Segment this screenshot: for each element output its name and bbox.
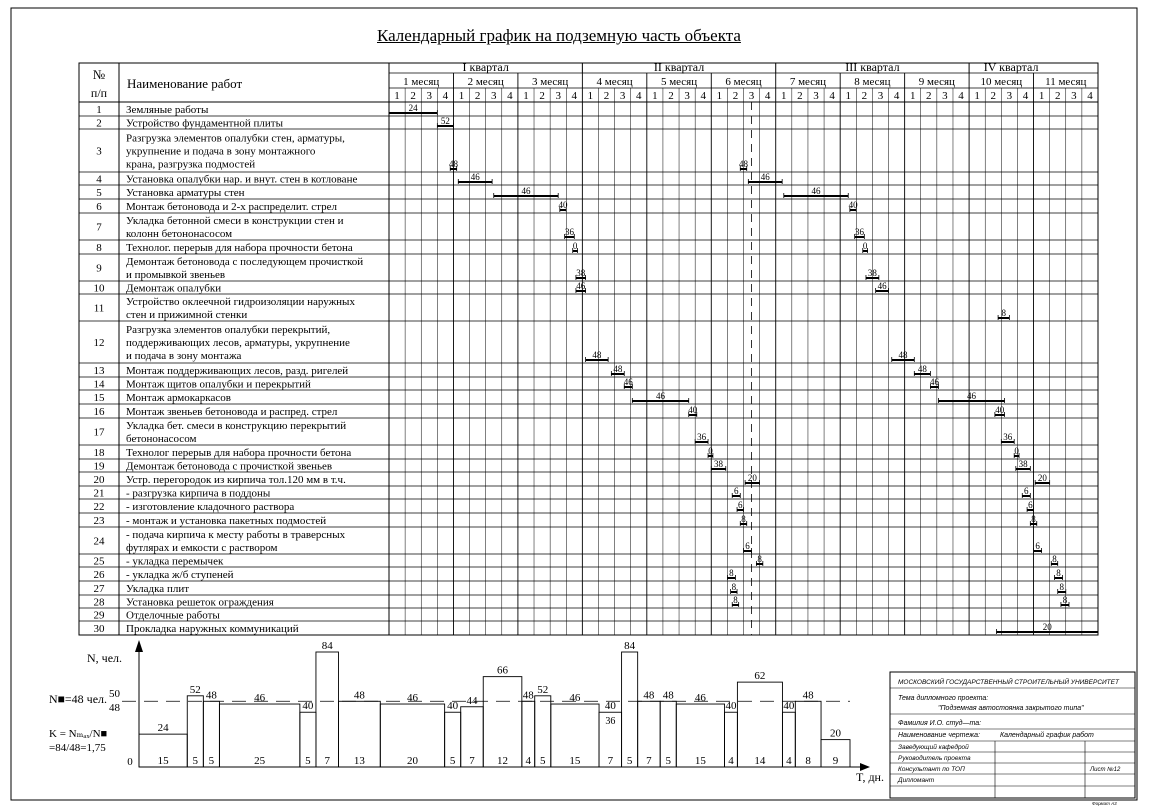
- week-label: 2: [474, 90, 481, 102]
- gantt-bar-label: 6: [1024, 486, 1029, 496]
- step-days-label: 15: [569, 755, 581, 767]
- step-days-label: 5: [208, 755, 215, 767]
- stamp-author: Фамилия И.О. студ—та:: [898, 720, 982, 727]
- row-number: 20: [93, 474, 105, 486]
- schedule-table: [79, 60, 1098, 635]
- quarter-label: IV квартал: [983, 60, 1039, 74]
- gantt-bar-label: 8: [1062, 595, 1068, 605]
- gantt-bar-label: 36: [855, 227, 865, 237]
- step-days-label: 7: [646, 755, 652, 767]
- row-number: 6: [96, 201, 102, 213]
- week-label: 1: [587, 90, 594, 102]
- row-number: 15: [93, 392, 105, 404]
- gantt-bar-label: 24: [408, 103, 418, 113]
- step-days-label: 5: [665, 755, 671, 767]
- gantt-bar-label: 38: [1018, 459, 1028, 469]
- work-name: - разгрузка кирпича в поддоны: [126, 487, 271, 500]
- step-days-label: 7: [324, 755, 330, 767]
- gantt-bar-label: 6: [745, 541, 750, 551]
- gantt-bar-label: 0: [862, 241, 868, 251]
- week-label: 4: [700, 90, 706, 102]
- gantt-bar-label: 8: [1052, 554, 1057, 564]
- stamp-drawing-label: Наименование чертежа:: [898, 732, 980, 739]
- quarter-label: II квартал: [653, 60, 705, 74]
- work-name: Монтаж поддерживающих лесов, разд. ригелей: [126, 365, 349, 377]
- quarter-label: I квартал: [462, 60, 509, 74]
- gantt-bar-label: 6: [738, 500, 743, 510]
- gantt-bar-label: 36: [697, 432, 707, 442]
- month-label: 8 месяц: [854, 76, 891, 88]
- row-number: 14: [93, 378, 105, 391]
- gantt-bar-label: 46: [656, 391, 666, 401]
- stamp-head: Заведующий кафедрой: [898, 744, 969, 751]
- week-label: 1: [394, 90, 400, 102]
- work-name: Технолог. перерыв для набора прочности бетона: [126, 242, 353, 254]
- week-label: 1: [845, 90, 851, 102]
- step-days-label: 7: [607, 755, 614, 767]
- row-number: 23: [93, 515, 105, 527]
- step-workers-label: 20: [830, 727, 842, 740]
- origin-label: 0: [127, 756, 133, 768]
- step-days-label: 7: [469, 755, 475, 767]
- week-label: 1: [523, 90, 529, 102]
- gantt-bar-label: 6: [733, 486, 739, 496]
- week-label: 4: [1022, 90, 1029, 102]
- work-name: - укладка перемычек: [126, 555, 224, 568]
- week-label: 2: [797, 90, 803, 102]
- step-workers-label: 46: [569, 692, 581, 705]
- gantt-bar-label: 48: [898, 350, 908, 360]
- gantt-bar-label: 48: [917, 364, 927, 374]
- week-label: 3: [426, 90, 433, 102]
- work-name: Демонтаж бетоновода с последующем прочисткой: [126, 256, 364, 268]
- week-label: 4: [764, 90, 771, 102]
- row-number: 22: [93, 501, 105, 513]
- gantt-bar-label: 48: [448, 159, 458, 169]
- week-label: 3: [684, 90, 690, 102]
- week-label: 3: [942, 90, 948, 102]
- week-label: 3: [877, 90, 884, 102]
- week-label: 4: [571, 90, 578, 102]
- gantt-bar-label: 20: [747, 473, 757, 483]
- work-name: Укладка бетонной смеси в конструкции стен и: [126, 215, 344, 227]
- week-label: 4: [636, 90, 642, 102]
- step-workers-label: 48: [353, 689, 365, 702]
- work-name: Демонтаж опалубки: [126, 282, 222, 295]
- week-label: 2: [1054, 90, 1061, 102]
- histogram-step: [316, 652, 339, 767]
- step-workers-label: 40: [447, 700, 459, 713]
- step-workers-label: 40: [302, 700, 314, 713]
- month-label: 2 месяц: [467, 76, 504, 88]
- row-number: 4: [96, 173, 102, 186]
- gantt-bar-label: 0: [708, 446, 713, 456]
- gantt-bar-label: 8: [729, 568, 734, 578]
- header-number: №: [92, 67, 106, 82]
- work-name: поддерживающих лесов, арматуры, укрупнение: [126, 337, 350, 349]
- week-label: 4: [893, 90, 900, 102]
- week-label: 1: [909, 90, 916, 102]
- month-label: 3 месяц: [532, 76, 569, 88]
- work-name: Отделочные работы: [126, 609, 220, 622]
- step-workers-label: 62: [754, 670, 766, 683]
- work-name: стен и прижимной стенки: [126, 309, 248, 321]
- average-workers-label: N■=48 чел.: [49, 692, 108, 706]
- week-label: 4: [829, 90, 835, 102]
- step-days-label: 5: [305, 755, 311, 767]
- stamp-graduate: Дипломант: [898, 777, 935, 784]
- week-label: 3: [490, 90, 497, 102]
- step-days-label: 5: [192, 755, 199, 767]
- row-number: 10: [93, 282, 105, 295]
- gantt-bar-label: 20: [1037, 473, 1047, 483]
- gantt-bar-label: 8: [1056, 568, 1061, 578]
- stamp-supervisor: Руководитель проекта: [898, 755, 971, 762]
- step-days-label: 12: [497, 755, 509, 767]
- gantt-bar-label: 38: [867, 268, 877, 278]
- step-workers-label: 46: [694, 692, 706, 705]
- step-workers-label: 66: [497, 664, 509, 677]
- step-workers-label: 24: [157, 722, 169, 735]
- week-label: 1: [974, 90, 980, 102]
- x-axis-label: T, дн.: [856, 770, 884, 784]
- step-days-label: 5: [449, 755, 456, 767]
- step-days-label: 15: [694, 755, 706, 767]
- step-workers-label: 48: [802, 689, 814, 702]
- month-label: 1 месяц: [403, 76, 440, 88]
- step-days-label: 13: [353, 755, 365, 767]
- stamp-university: МОСКОВСКИЙ ГОСУДАРСТВЕННЫЙ СТРОИТЕЛЬНЫЙ УНИВЕРСИТЕТ: [898, 679, 1119, 686]
- work-name: Установка арматуры стен: [126, 187, 245, 199]
- work-name: колонн бетононасосом: [126, 228, 233, 240]
- week-label: 2: [668, 90, 674, 102]
- month-label: 6 месяц: [725, 76, 762, 88]
- row-number: 29: [93, 609, 105, 622]
- row-number: 1: [96, 104, 102, 116]
- gantt-bar-label: 8: [731, 582, 737, 592]
- week-label: 2: [732, 90, 739, 102]
- gantt-bar-label: 20: [1042, 622, 1052, 632]
- step-days-label: 25: [254, 755, 266, 767]
- step-workers-label: 40: [725, 700, 737, 713]
- gantt-bar-label: 40: [558, 200, 568, 210]
- week-label: 2: [603, 90, 610, 102]
- header-number: п/п: [90, 86, 108, 100]
- step-workers-alt-label: 36: [605, 716, 616, 728]
- month-label: 9 месяц: [918, 76, 955, 88]
- step-workers-label: 52: [189, 683, 201, 696]
- y-tick-label: 50: [109, 688, 120, 700]
- week-label: 1: [458, 90, 465, 102]
- row-number: 24: [93, 535, 105, 548]
- step-workers-label: 84: [321, 640, 333, 652]
- week-label: 1: [1038, 90, 1045, 102]
- gantt-bar-label: 8: [1059, 582, 1064, 592]
- row-number: 19: [93, 460, 105, 473]
- gantt-bar-label: 36: [1003, 432, 1013, 442]
- stamp-drawing-value: Календарный график работ: [1000, 732, 1094, 739]
- histogram-step: [622, 652, 638, 767]
- work-name: Укладка бет. смеси в конструкцию перекрытий: [126, 420, 347, 432]
- step-workers-label: 48: [205, 689, 217, 702]
- gantt-bar-label: 8: [733, 595, 738, 605]
- k-formula: K = Nₘₐₓ/N■: [49, 728, 108, 740]
- row-number: 8: [96, 242, 102, 254]
- gantt-bar-label: 46: [929, 377, 939, 387]
- work-name: Установка решеток ограждения: [126, 596, 274, 609]
- step-days-label: 15: [157, 755, 169, 767]
- month-label: 11 месяц: [1045, 76, 1087, 88]
- row-number: 12: [93, 337, 105, 349]
- stamp-consultant: Консультант по ТОП: [898, 766, 965, 773]
- step-days-label: 5: [626, 755, 633, 767]
- work-name: Монтаж бетоновода и 2-х распределит. стрел: [126, 201, 337, 213]
- row-number: 26: [93, 569, 105, 581]
- step-days-label: 14: [754, 755, 766, 767]
- gantt-bar-label: 0: [572, 241, 578, 251]
- step-workers-label: 46: [406, 692, 418, 705]
- work-name: - изготовление кладочного раствора: [126, 501, 295, 513]
- work-name: Укладка плит: [126, 583, 190, 595]
- week-label: 4: [442, 90, 449, 102]
- work-name: Монтаж звеньев бетоновода и распред. стрел: [126, 406, 338, 418]
- month-label: 5 месяц: [660, 76, 698, 88]
- week-label: 4: [958, 90, 964, 102]
- week-label: 4: [1087, 90, 1093, 102]
- work-name: и подача в зону монтажа: [126, 350, 242, 362]
- step-workers-label: 46: [254, 692, 266, 705]
- stamp-theme-value: "Подземная автостоянка закрытого типа": [938, 705, 1084, 712]
- gantt-bar-label: 40: [848, 200, 858, 210]
- week-label: 3: [1006, 90, 1013, 102]
- work-name: Устройство фундаментной плиты: [126, 117, 283, 130]
- gantt-bar-label: 8: [1031, 514, 1036, 524]
- gantt-bar-label: 48: [592, 350, 602, 360]
- row-number: 5: [96, 187, 102, 199]
- row-number: 11: [93, 302, 105, 315]
- week-label: 2: [926, 90, 932, 102]
- week-label: 3: [1071, 90, 1077, 102]
- row-number: 25: [93, 555, 105, 568]
- quarter-label: III квартал: [845, 60, 900, 74]
- work-name: Устр. перегородок из кирпича тол.120 мм в т.ч.: [126, 474, 346, 486]
- month-label: 10 месяц: [980, 76, 1023, 88]
- work-name: Прокладка наружных коммуникаций: [126, 623, 299, 635]
- row-number: 16: [93, 406, 105, 418]
- month-label: 7 месяц: [789, 76, 827, 88]
- gantt-bar-label: 46: [623, 377, 633, 387]
- header-work-name: Наименование работ: [127, 76, 243, 91]
- gantt-bar-label: 8: [741, 514, 746, 524]
- work-name: - подача кирпича к месту работы в траверсных: [126, 529, 346, 541]
- gantt-bar-label: 36: [564, 227, 574, 237]
- step-days-label: 8: [805, 755, 811, 767]
- row-number: 27: [93, 583, 105, 595]
- step-workers-label: 48: [522, 689, 534, 702]
- week-label: 4: [507, 90, 513, 102]
- week-label: 3: [813, 90, 819, 102]
- gantt-bar-label: 46: [470, 172, 480, 182]
- work-name: - монтаж и установка пакетных подмостей: [126, 515, 327, 527]
- row-number: 17: [93, 426, 105, 439]
- work-name: Разгрузка элементов опалубки перекрытий,: [126, 324, 331, 336]
- work-name: Монтаж щитов опалубки и перекрытий: [126, 378, 311, 391]
- work-name: Разгрузка элементов опалубки стен, арматуры,: [126, 132, 345, 145]
- gantt-bar-label: 46: [877, 281, 887, 291]
- work-name: Технолог перерыв для набора прочности бетона: [126, 447, 352, 459]
- work-name: крана, разгрузка подмостей: [126, 158, 256, 171]
- work-name: и промывкой звеньев: [126, 269, 226, 281]
- workforce-histogram: [49, 640, 884, 784]
- month-label: 4 месяц: [596, 76, 633, 88]
- gantt-bar-label: 38: [714, 459, 724, 469]
- step-days-label: 9: [832, 755, 839, 767]
- y-axis-arrow: [135, 640, 143, 652]
- work-name: Установка опалубки нар. и внут. стен в котловане: [126, 173, 358, 186]
- gantt-bar-label: 48: [739, 159, 748, 169]
- gantt-bar-label: 46: [811, 186, 821, 196]
- week-label: 1: [716, 90, 723, 102]
- step-workers-label: 48: [662, 689, 674, 702]
- gantt-bar-label: 46: [576, 281, 586, 291]
- step-workers-label: 40: [604, 700, 616, 713]
- row-number: 18: [93, 447, 105, 459]
- row-number: 28: [93, 596, 105, 609]
- step-days-label: 5: [540, 755, 546, 767]
- gantt-bar-label: 46: [967, 391, 977, 401]
- week-label: 3: [555, 90, 561, 102]
- week-label: 3: [748, 90, 755, 102]
- gantt-bar-label: 40: [995, 405, 1005, 415]
- stamp-sheet-number: Лист №12: [1090, 767, 1121, 773]
- work-name: футлярах и емкости с раствором: [126, 542, 278, 554]
- row-number: 7: [96, 221, 102, 234]
- gantt-bar-label: 48: [613, 364, 623, 374]
- gantt-bar-label: 46: [521, 186, 531, 196]
- step-days-label: 4: [728, 755, 734, 767]
- gantt-bar-label: 40: [688, 405, 698, 415]
- step-workers-label: 40: [783, 700, 795, 713]
- y-axis-label: N, чел.: [87, 651, 123, 665]
- step-workers-label: 48: [643, 689, 655, 702]
- week-label: 2: [990, 90, 997, 102]
- week-label: 1: [781, 90, 787, 102]
- work-name: - укладка ж/б ступеней: [126, 569, 234, 581]
- step-days-label: 4: [525, 755, 532, 767]
- work-name: Устройство оклеечной гидроизоляции наружных: [126, 296, 355, 308]
- step-workers-label: 52: [537, 683, 549, 696]
- title-block: [890, 672, 1135, 806]
- week-label: 3: [619, 90, 626, 102]
- row-number: 13: [93, 365, 105, 377]
- work-name: Демонтаж бетоновода с прочисткой звеньев: [126, 460, 333, 473]
- row-number: 9: [96, 262, 102, 275]
- work-name: Земляные работы: [126, 104, 209, 116]
- k-formula: =84/48=1,75: [49, 742, 106, 754]
- gantt-bar-label: 8: [757, 554, 762, 564]
- histogram-step: [483, 677, 522, 767]
- work-name: Монтаж армокаркасов: [126, 392, 231, 404]
- step-days-label: 20: [406, 755, 418, 767]
- row-number: 30: [93, 623, 105, 635]
- week-label: 2: [539, 90, 545, 102]
- week-label: 2: [410, 90, 416, 102]
- page-title: Календарный график на подземную часть объекта: [377, 26, 741, 45]
- gantt-bar-label: 38: [576, 268, 586, 278]
- gantt-bar-label: 6: [1035, 541, 1040, 551]
- row-number: 21: [93, 487, 105, 500]
- gantt-bar-label: 46: [760, 172, 770, 182]
- row-number: 3: [96, 145, 102, 158]
- stamp-theme-label: Тема дипломного проекта:: [898, 695, 989, 702]
- gantt-bar-label: 6: [1028, 500, 1033, 510]
- work-name: бетононасосом: [126, 433, 197, 445]
- week-label: 2: [861, 90, 868, 102]
- y-tick-label: 48: [109, 702, 120, 714]
- work-name: укрупнение и подача в зону монтажного: [126, 145, 316, 158]
- step-workers-label: 44: [466, 694, 478, 707]
- gantt-bar-label: 52: [440, 116, 450, 126]
- week-label: 1: [652, 90, 658, 102]
- step-workers-label: 84: [624, 640, 636, 652]
- gantt-bar-label: 0: [1014, 446, 1019, 456]
- row-number: 2: [96, 117, 102, 130]
- gantt-bar-label: 8: [1001, 308, 1006, 318]
- step-days-label: 4: [786, 755, 792, 767]
- stamp-format: Формат А3: [1092, 801, 1117, 806]
